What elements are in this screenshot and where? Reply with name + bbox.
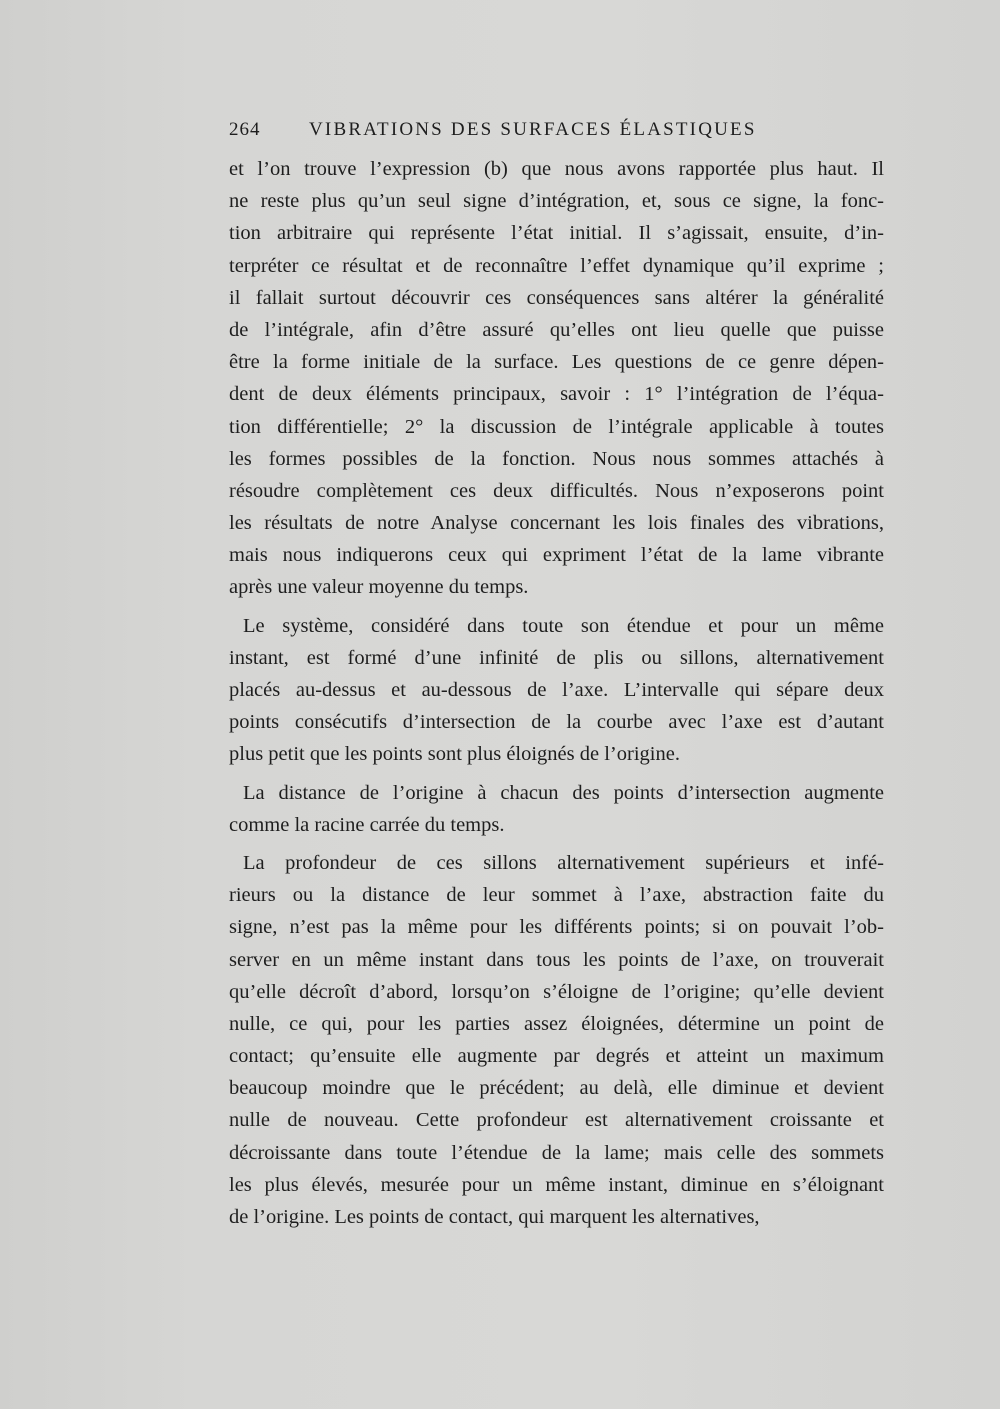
text-line: signe, n’est pas la même pour les différents points; si on pouvait l’ob-	[229, 916, 884, 939]
text-line: les plus élevés, mesurée pour un même instant, diminue en s’éloignant	[229, 1173, 884, 1196]
text-line: dent de deux éléments principaux, savoir : 1° l’intégration de l’équa-	[229, 383, 884, 406]
running-title: VIBRATIONS DES SURFACES ÉLASTIQUES	[309, 119, 757, 140]
text-line: instant, est formé d’une infinité de plis ou sillons, alternativement	[229, 646, 884, 669]
text-line: mais nous indiquerons ceux qui expriment l’état de la lame vibrante	[229, 544, 884, 567]
text-line: tion arbitraire qui représente l’état initial. Il s’agissait, ensuite, d’in-	[229, 222, 884, 245]
text-line: et l’on trouve l’expression (b) que nous avons rapportée plus haut. Il	[229, 158, 884, 180]
text-line: les résultats de notre Analyse concernant les lois finales des vibrations,	[229, 512, 884, 535]
text-line: de l’intégrale, afin d’être assuré qu’elles ont lieu quelle que puisse	[229, 318, 884, 341]
text-line: être la forme initiale de la surface. Les questions de ce genre dépen-	[229, 351, 884, 374]
text-line: plus petit que les points sont plus éloignés de l’origine.	[229, 743, 680, 766]
text-line: nulle, ce qui, pour les parties assez éloignées, détermine un point de	[229, 1012, 884, 1035]
text-line: La profondeur de ces sillons alternativement supérieurs et infé-	[243, 851, 884, 874]
text-line: rieurs ou la distance de leur sommet à l’axe, abstraction faite du	[229, 884, 884, 907]
paragraph	[229, 610, 884, 771]
text-line: contact; qu’ensuite elle augmente par degrés et atteint un maximum	[229, 1045, 884, 1068]
paragraph	[229, 777, 884, 841]
text-line: La distance de l’origine à chacun des points d’intersection augmente	[243, 781, 884, 804]
text-line: nulle de nouveau. Cette profondeur est alternativement croissante et	[229, 1109, 884, 1132]
text-line: points consécutifs d’intersection de la courbe avec l’axe est d’autant	[229, 711, 884, 734]
page-header	[229, 119, 884, 149]
text-line: comme la racine carrée du temps.	[229, 813, 505, 836]
text-line: décroissante dans toute l’étendue de la lame; mais celle des sommets	[229, 1141, 884, 1164]
paragraph	[229, 847, 884, 1233]
text-line: server en un même instant dans tous les points de l’axe, on trouverait	[229, 948, 884, 971]
text-line: Le système, considéré dans toute son étendue et pour un même	[243, 614, 884, 637]
text-line: il fallait surtout découvrir ces conséquences sans altérer la généralité	[229, 286, 884, 309]
text-line: après une valeur moyenne du temps.	[229, 576, 529, 599]
text-line: ne reste plus qu’un seul signe d’intégration, et, sous ce signe, la fonc-	[229, 190, 884, 213]
paragraph	[229, 153, 884, 604]
text-line: de l’origine. Les points de contact, qui marquent les alternatives,	[229, 1206, 760, 1228]
text-line: résoudre complètement ces deux difficultés. Nous n’exposerons point	[229, 479, 884, 502]
text-line: terpréter ce résultat et de reconnaître l’effet dynamique qu’il exprime ;	[229, 254, 884, 277]
page-number: 264	[229, 119, 261, 140]
text-line: les formes possibles de la fonction. Nous nous sommes attachés à	[229, 447, 884, 470]
body-text	[229, 153, 884, 1233]
text-line: tion différentielle; 2° la discussion de l’intégrale applicable à toutes	[229, 415, 884, 438]
text-line: placés au-dessus et au-dessous de l’axe. L’intervalle qui sépare deux	[229, 679, 884, 701]
text-line: beaucoup moindre que le précédent; au delà, elle diminue et devient	[229, 1077, 884, 1100]
text-line: qu’elle décroît d’abord, lorsqu’on s’éloigne de l’origine; qu’elle devient	[229, 980, 884, 1003]
